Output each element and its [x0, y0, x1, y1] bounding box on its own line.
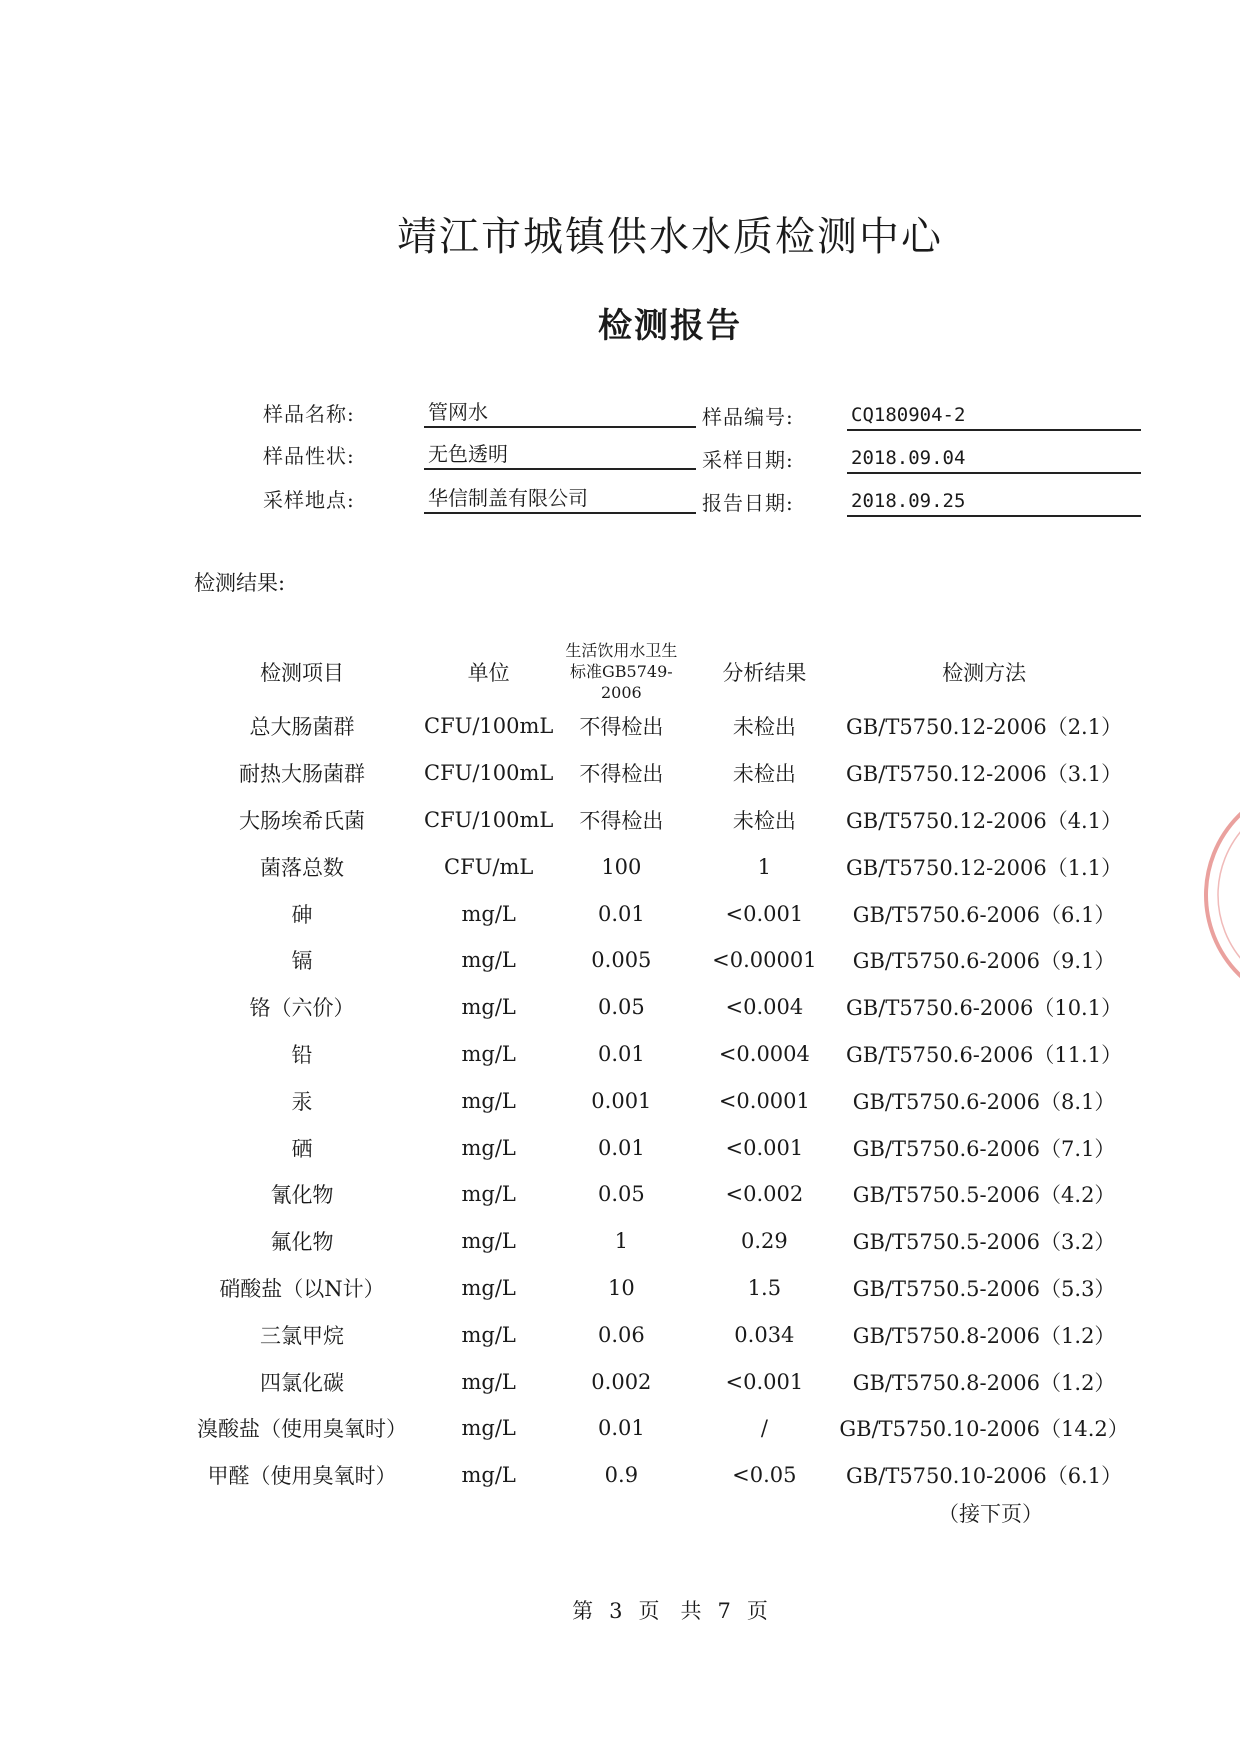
- cell-method: GB/T5750.10-2006（6.1）: [846, 1464, 1123, 1489]
- cell-unit: mg/L: [461, 948, 516, 973]
- cell-standard: 100: [601, 854, 642, 879]
- table-row: [180, 703, 1129, 750]
- cell-item: 镉: [291, 949, 313, 974]
- column-header-standard-line1: 生活饮用水卫生: [565, 641, 678, 660]
- cell-standard: 0.002: [591, 1369, 652, 1394]
- table-row: [180, 1077, 1129, 1124]
- page-prefix: 第: [572, 1599, 594, 1623]
- cell-unit: mg/L: [461, 995, 516, 1020]
- cell-standard: 不得检出: [579, 715, 664, 740]
- cell-item: 氰化物: [270, 1183, 334, 1208]
- cell-standard: 0.01: [597, 1135, 645, 1160]
- page-mid: 页 共: [638, 1599, 702, 1623]
- cell-standard: 0.001: [591, 1088, 652, 1113]
- table-row: [180, 1358, 1129, 1405]
- cell-item: 铬（六价）: [249, 996, 355, 1021]
- cell-standard: 0.05: [597, 995, 645, 1020]
- cell-result: 0.29: [740, 1229, 788, 1254]
- sample-state-value: 无色透明: [424, 440, 696, 470]
- cell-method: GB/T5750.12-2006（2.1）: [846, 715, 1123, 740]
- cell-standard: 0.9: [604, 1463, 639, 1488]
- cell-result: <0.001: [725, 901, 804, 926]
- cell-standard: 0.05: [597, 1182, 645, 1207]
- cell-item: 硒: [291, 1136, 313, 1161]
- table-row: [180, 797, 1129, 844]
- cell-result: 未检出: [732, 808, 796, 833]
- cell-method: GB/T5750.12-2006（4.1）: [846, 808, 1123, 833]
- cell-item: 氟化物: [270, 1230, 334, 1255]
- report-date-label: 报告日期:: [702, 491, 794, 515]
- column-header-standard-line2: 标准GB5749-2006: [570, 662, 673, 702]
- cell-result: /: [760, 1416, 768, 1441]
- column-header-unit: 单位: [467, 660, 510, 685]
- cell-standard: 不得检出: [579, 808, 664, 833]
- sample-name-label: 样品名称:: [263, 402, 355, 426]
- cell-standard: 0.01: [597, 1416, 645, 1441]
- cell-result: 未检出: [732, 715, 796, 740]
- report-date-value: 2018.09.25: [847, 487, 1141, 517]
- sampling-location-label: 采样地点:: [263, 488, 355, 512]
- page-current: 3: [609, 1599, 623, 1623]
- table-row: [180, 750, 1129, 797]
- cell-method: GB/T5750.6-2006（6.1）: [852, 902, 1116, 927]
- cell-method: GB/T5750.8-2006（1.2）: [852, 1370, 1116, 1395]
- cell-method: GB/T5750.5-2006（5.3）: [852, 1276, 1116, 1301]
- cell-method: GB/T5750.12-2006（1.1）: [846, 855, 1123, 880]
- cell-unit: CFU/mL: [444, 854, 534, 879]
- table-row: [180, 1124, 1129, 1171]
- cell-result: <0.001: [725, 1369, 804, 1394]
- column-header-standard: [553, 640, 689, 703]
- cell-result: <0.0004: [718, 1041, 810, 1066]
- page-total: 7: [717, 1599, 731, 1623]
- table-row: [180, 1218, 1129, 1265]
- cell-method: GB/T5750.6-2006（10.1）: [846, 996, 1123, 1021]
- cell-unit: mg/L: [461, 901, 516, 926]
- cell-unit: mg/L: [461, 1088, 516, 1113]
- cell-method: GB/T5750.12-2006（3.1）: [846, 762, 1123, 787]
- cell-unit: mg/L: [461, 1041, 516, 1066]
- cell-item: 甲醛（使用臭氧时）: [207, 1464, 397, 1489]
- sample-number-label: 样品编号:: [702, 405, 794, 429]
- cell-unit: mg/L: [461, 1322, 516, 1347]
- cell-item: 三氯甲烷: [260, 1323, 344, 1348]
- cell-method: GB/T5750.5-2006（4.2）: [852, 1183, 1116, 1208]
- table-row: [180, 1171, 1129, 1218]
- cell-result: <0.05: [732, 1463, 797, 1488]
- cell-standard: 10: [607, 1275, 635, 1300]
- cell-unit: mg/L: [461, 1275, 516, 1300]
- cell-item: 大肠埃希氏菌: [239, 808, 365, 833]
- cell-method: GB/T5750.5-2006（3.2）: [852, 1230, 1116, 1255]
- cell-standard: 1: [614, 1229, 629, 1254]
- results-header-row: [180, 640, 1129, 703]
- cell-method: GB/T5750.6-2006（8.1）: [852, 1089, 1116, 1114]
- table-row: [180, 1265, 1129, 1312]
- cell-unit: CFU/100mL: [424, 761, 554, 786]
- sample-name-value: 管网水: [424, 398, 696, 428]
- cell-result: <0.002: [725, 1182, 804, 1207]
- sampling-date-value: 2018.09.04: [847, 444, 1141, 474]
- cell-standard: 0.005: [591, 948, 652, 973]
- cell-unit: mg/L: [461, 1182, 516, 1207]
- cell-standard: 0.01: [597, 1041, 645, 1066]
- sampling-date-label: 采样日期:: [702, 448, 794, 472]
- official-seal-stamp: [1188, 770, 1240, 1020]
- cell-result: <0.0001: [718, 1088, 810, 1113]
- column-header-method: 检测方法: [942, 660, 1027, 685]
- cell-standard: 0.01: [597, 901, 645, 926]
- report-title: 检测报告: [598, 306, 742, 346]
- cell-unit: mg/L: [461, 1416, 516, 1441]
- table-row: [180, 1405, 1129, 1452]
- continued-note: （接下页）: [938, 1502, 1043, 1526]
- cell-unit: mg/L: [461, 1229, 516, 1254]
- cell-standard: 不得检出: [579, 762, 664, 787]
- sample-number-value: CQ180904-2: [847, 401, 1141, 431]
- cell-method: GB/T5750.6-2006（11.1）: [846, 1042, 1123, 1067]
- cell-result: <0.004: [725, 995, 804, 1020]
- cell-item: 砷: [291, 902, 313, 927]
- page-indicator: [0, 1595, 1240, 1625]
- table-row: [180, 1311, 1129, 1358]
- cell-item: 铅: [291, 1042, 313, 1067]
- cell-result: 0.034: [734, 1322, 795, 1347]
- table-row: [180, 1031, 1129, 1078]
- cell-item: 菌落总数: [260, 855, 344, 880]
- page-suffix: 页: [746, 1599, 768, 1623]
- cell-unit: CFU/100mL: [424, 807, 554, 832]
- seal-icon: [1188, 770, 1240, 1020]
- table-row: [180, 937, 1129, 984]
- cell-result: <0.00001: [712, 948, 817, 973]
- column-header-item: 检测项目: [260, 660, 344, 685]
- sampling-location-value: 华信制盖有限公司: [424, 484, 696, 514]
- cell-unit: CFU/100mL: [424, 714, 554, 739]
- cell-method: GB/T5750.6-2006（9.1）: [852, 949, 1116, 974]
- cell-item: 溴酸盐（使用臭氧时）: [197, 1417, 407, 1442]
- table-row: [180, 1452, 1129, 1499]
- cell-item: 总大肠菌群: [249, 715, 355, 740]
- table-row: [180, 890, 1129, 937]
- cell-result: 1: [757, 854, 772, 879]
- organization-title: 靖江市城镇供水水质检测中心: [397, 214, 943, 260]
- table-row: [180, 843, 1129, 890]
- column-header-result: 分析结果: [722, 660, 807, 685]
- cell-item: 硝酸盐（以N计）: [219, 1276, 385, 1301]
- cell-unit: mg/L: [461, 1369, 516, 1394]
- table-row: [180, 984, 1129, 1031]
- cell-unit: mg/L: [461, 1135, 516, 1160]
- sample-state-label: 样品性状:: [263, 444, 355, 468]
- cell-item: 耐热大肠菌群: [239, 762, 365, 787]
- cell-method: GB/T5750.10-2006（14.2）: [839, 1417, 1129, 1442]
- cell-method: GB/T5750.8-2006（1.2）: [852, 1323, 1116, 1348]
- cell-result: 未检出: [732, 762, 796, 787]
- cell-method: GB/T5750.6-2006（7.1）: [852, 1136, 1116, 1161]
- cell-item: 四氯化碳: [260, 1370, 344, 1395]
- cell-result: 1.5: [747, 1275, 782, 1300]
- cell-item: 汞: [291, 1089, 313, 1114]
- results-section-label: 检测结果:: [194, 571, 286, 595]
- results-table: [180, 640, 1129, 1499]
- cell-result: <0.001: [725, 1135, 804, 1160]
- cell-standard: 0.06: [597, 1322, 645, 1347]
- cell-unit: mg/L: [461, 1463, 516, 1488]
